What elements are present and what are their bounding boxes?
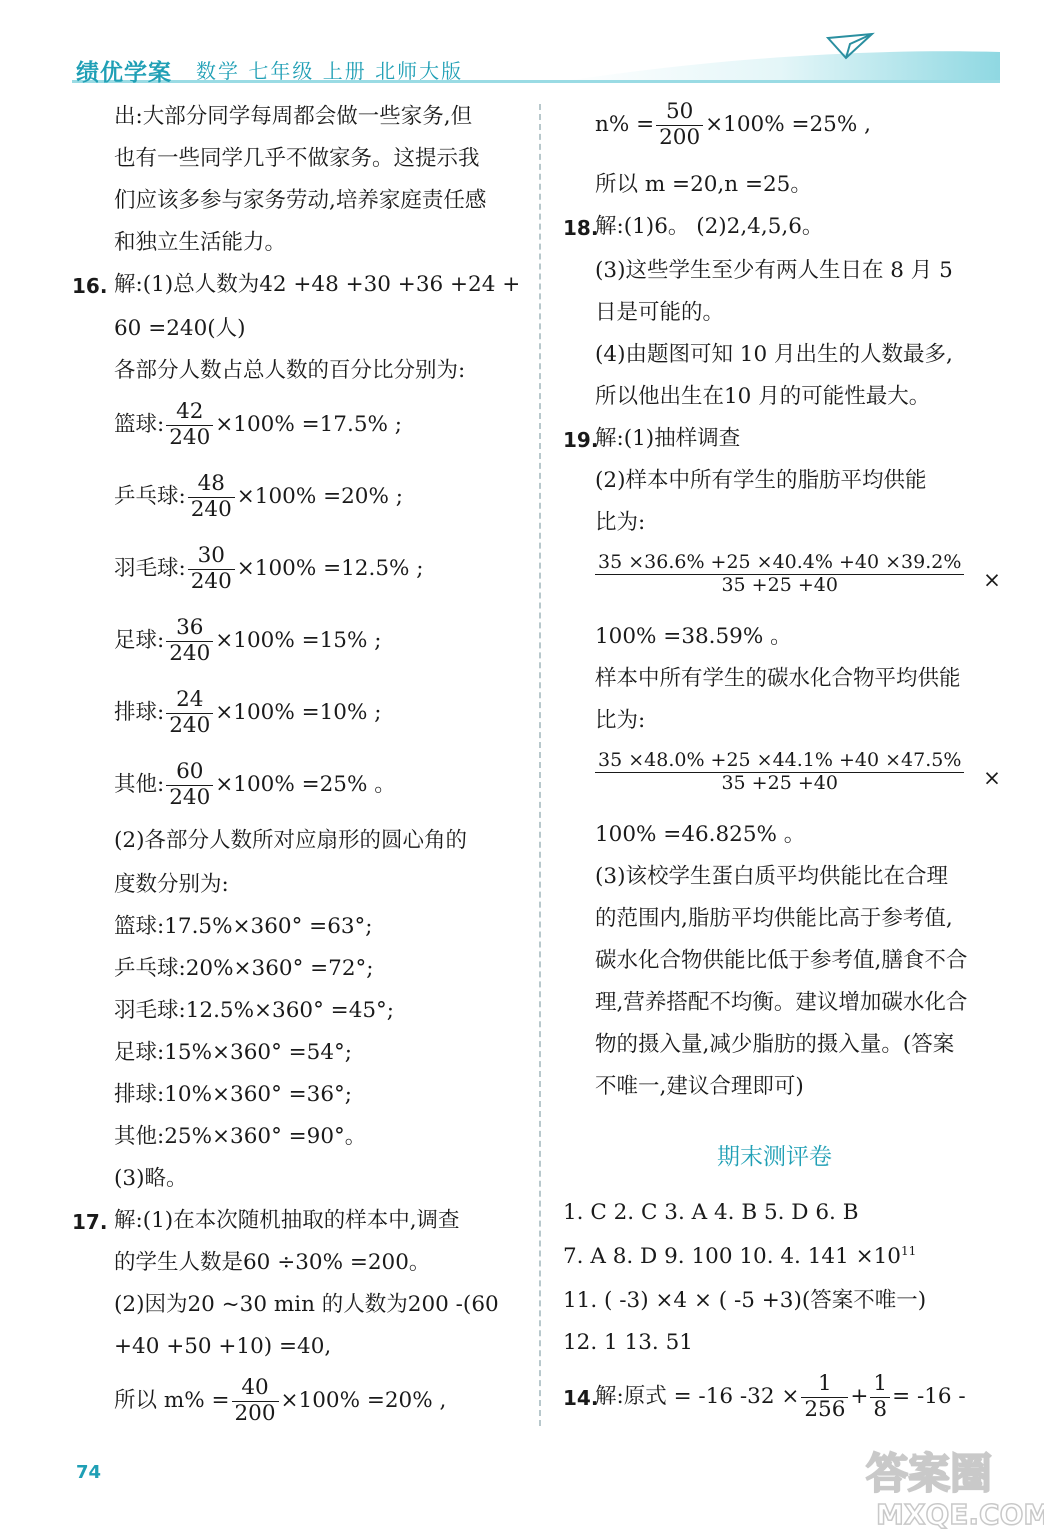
header-subtitle: 数学 七年级 上册 北师大版 [196, 59, 464, 83]
fraction-line [114, 400, 402, 450]
text-line: +40 +50 +10) =40, [114, 1334, 332, 1359]
fraction [656, 100, 703, 150]
text-line: (4)由题图可知 10 月出生的人数最多, [595, 342, 953, 367]
brand-logo: 绩优学案 [76, 60, 172, 86]
label: 羽毛球: [114, 556, 186, 582]
fraction-line [595, 1372, 966, 1422]
times-sign: × [983, 766, 1002, 791]
text-line: 解:(1)在本次随机抽取的样本中,调查 [114, 1208, 460, 1233]
fraction [870, 1372, 890, 1422]
fraction [232, 1376, 279, 1426]
denominator: 35 +25 +40 [721, 771, 838, 794]
question-number: 19. [563, 428, 599, 452]
denominator: 200 [659, 124, 701, 150]
question-number: 14. [563, 1386, 599, 1410]
text-line: (3)该校学生蛋白质平均供能比在合理 [595, 864, 948, 889]
question-number: 16. [72, 274, 108, 298]
expression: ×100% =10% ; [215, 700, 382, 726]
numerator: 60 [166, 760, 213, 786]
svg-text:答案圈: 答案圈 [866, 1449, 993, 1498]
denominator: 200 [234, 1400, 276, 1426]
fraction [595, 552, 964, 597]
expression: ×100% =17.5% ; [215, 412, 403, 438]
text-line: 出:大部分同学每周都会做一些家务,但 [114, 104, 473, 129]
numerator: 50 [656, 100, 703, 126]
text-line: (3)略。 [114, 1166, 188, 1191]
expression: ×100% =20% ; [236, 484, 403, 510]
fraction-line [114, 688, 382, 738]
label: 篮球: [114, 412, 165, 438]
fraction [166, 616, 213, 666]
text-line: 样本中所有学生的碳水化合物平均供能 [595, 666, 961, 691]
page-header [0, 0, 1054, 92]
text-line: (2)样本中所有学生的脂肪平均供能 [595, 468, 927, 493]
fraction [166, 688, 213, 738]
answer-line [563, 1244, 916, 1270]
text-line: 100% =46.825% 。 [595, 822, 806, 847]
denominator: 256 [804, 1396, 846, 1422]
text-line: 60 =240(人) [114, 316, 246, 341]
expression: ×100% =25% 。 [215, 772, 396, 798]
fraction-line [595, 750, 964, 795]
section-title: 期末测评卷 [717, 1144, 832, 1170]
text-line: 解:(1)总人数为42 +48 +30 +36 +24 + [114, 272, 521, 297]
expression: ×100% =20% , [280, 1388, 447, 1414]
text-line: 理,营养搭配不均衡。建议增加碳水化合 [595, 990, 968, 1015]
text-line: (3)这些学生至少有两人生日在 8 月 5 [595, 258, 953, 283]
expression: ×100% =25% , [705, 112, 871, 138]
denominator: 8 [873, 1396, 888, 1422]
expression: 解:原式 = -16 -32 × [595, 1384, 800, 1410]
numerator: 30 [188, 544, 235, 570]
text-line: 不唯一,建议合理即可) [595, 1074, 804, 1099]
fraction-line [114, 1376, 446, 1426]
text-line: 们应该多参与家务劳动,培养家庭责任感 [114, 188, 487, 213]
page-number: 74 [76, 1462, 102, 1483]
plus-sign: + [850, 1384, 869, 1410]
degree-line: 其他:25%×360° =90°。 [114, 1124, 367, 1149]
label: 足球: [114, 628, 165, 654]
degree-line: 排球:10%×360° =36°; [114, 1082, 353, 1107]
fraction-line [114, 544, 424, 594]
text-line: 物的摄入量,减少脂肪的摄入量。(答案 [595, 1032, 955, 1057]
degree-line: 篮球:17.5%×360° =63°; [114, 914, 373, 939]
denominator: 240 [190, 568, 232, 594]
watermark-logo [858, 1440, 1044, 1530]
fraction [166, 760, 213, 810]
expression: ×100% =15% ; [215, 628, 382, 654]
numerator: 36 [166, 616, 213, 642]
label: 乒乓球: [114, 484, 186, 510]
numerator: 35 ×48.0% +25 ×44.1% +40 ×47.5% [595, 750, 964, 773]
text-line: 解:(1)抽样调查 [595, 426, 741, 451]
answer-line: 11. ( -3) ×4 × ( -5 +3)(答案不唯一) [563, 1288, 927, 1313]
text-line: 比为: [595, 708, 646, 733]
text-line: 和独立生活能力。 [114, 230, 287, 255]
text-line: (2)因为20 ~30 min 的人数为200 -(60 [114, 1292, 499, 1317]
times-sign: × [983, 568, 1002, 593]
fraction [188, 472, 235, 522]
expression: ×100% =12.5% ; [236, 556, 424, 582]
text-line: (2)各部分人数所对应扇形的圆心角的 [114, 828, 467, 853]
degree-line: 羽毛球:12.5%×360° =45°; [114, 998, 395, 1023]
fraction [595, 750, 964, 795]
expression: 所以 m% = [114, 1388, 230, 1414]
text-line: 的学生人数是60 ÷30% =200。 [114, 1250, 431, 1275]
fraction [801, 1372, 848, 1422]
label: 其他: [114, 772, 165, 798]
answer-text: 7. A 8. D 9. 100 10. 4. 141 ×10 [563, 1244, 901, 1270]
question-number: 17. [72, 1210, 108, 1234]
denominator: 240 [190, 496, 232, 522]
numerator: 24 [166, 688, 213, 714]
fraction-line [114, 472, 403, 522]
numerator: 35 ×36.6% +25 ×40.4% +40 ×39.2% [595, 552, 964, 575]
text-line: 也有一些同学几乎不做家务。这提示我 [114, 146, 480, 171]
numerator: 1 [801, 1372, 848, 1398]
answer-line: 1. C 2. C 3. A 4. B 5. D 6. B [563, 1200, 859, 1225]
text-line: 的范围内,脂肪平均供能比高于参考值, [595, 906, 953, 931]
text-line: 所以他出生在10 月的可能性最大。 [595, 384, 931, 409]
expression: = -16 - [892, 1384, 966, 1410]
degree-line: 乒乓球:20%×360° =72°; [114, 956, 374, 981]
svg-text:MXQE.COM: MXQE.COM [876, 1498, 1044, 1530]
numerator: 42 [166, 400, 213, 426]
text-line: 所以 m =20,n =25。 [595, 172, 812, 197]
denominator: 240 [169, 640, 211, 666]
text-line: 碳水化合物供能比低于参考值,膳食不合 [595, 948, 968, 973]
denominator: 240 [169, 784, 211, 810]
fraction-line [114, 616, 382, 666]
denominator: 35 +25 +40 [721, 573, 838, 596]
numerator: 1 [870, 1372, 890, 1398]
exponent: 11 [900, 1244, 917, 1258]
degree-line: 足球:15%×360° =54°; [114, 1040, 353, 1065]
answer-line: 12. 1 13. 51 [563, 1330, 693, 1355]
fraction-line [114, 760, 396, 810]
text-line: 度数分别为: [114, 872, 229, 897]
denominator: 240 [169, 712, 211, 738]
question-number: 18. [563, 216, 599, 240]
text-line: 比为: [595, 510, 646, 535]
text-line: 各部分人数占总人数的百分比分别为: [114, 358, 466, 383]
numerator: 40 [232, 1376, 279, 1402]
text-line: 解:(1)6。 (2)2,4,5,6。 [595, 214, 824, 239]
fraction [166, 400, 213, 450]
fraction [188, 544, 235, 594]
text-line: 日是可能的。 [595, 300, 725, 325]
label: 排球: [114, 700, 165, 726]
fraction-line [595, 100, 871, 150]
numerator: 48 [188, 472, 235, 498]
denominator: 240 [169, 424, 211, 450]
text-line: 100% =38.59% 。 [595, 624, 792, 649]
expression: n% = [595, 112, 655, 138]
fraction-line [595, 552, 964, 597]
column-divider [539, 104, 541, 1426]
